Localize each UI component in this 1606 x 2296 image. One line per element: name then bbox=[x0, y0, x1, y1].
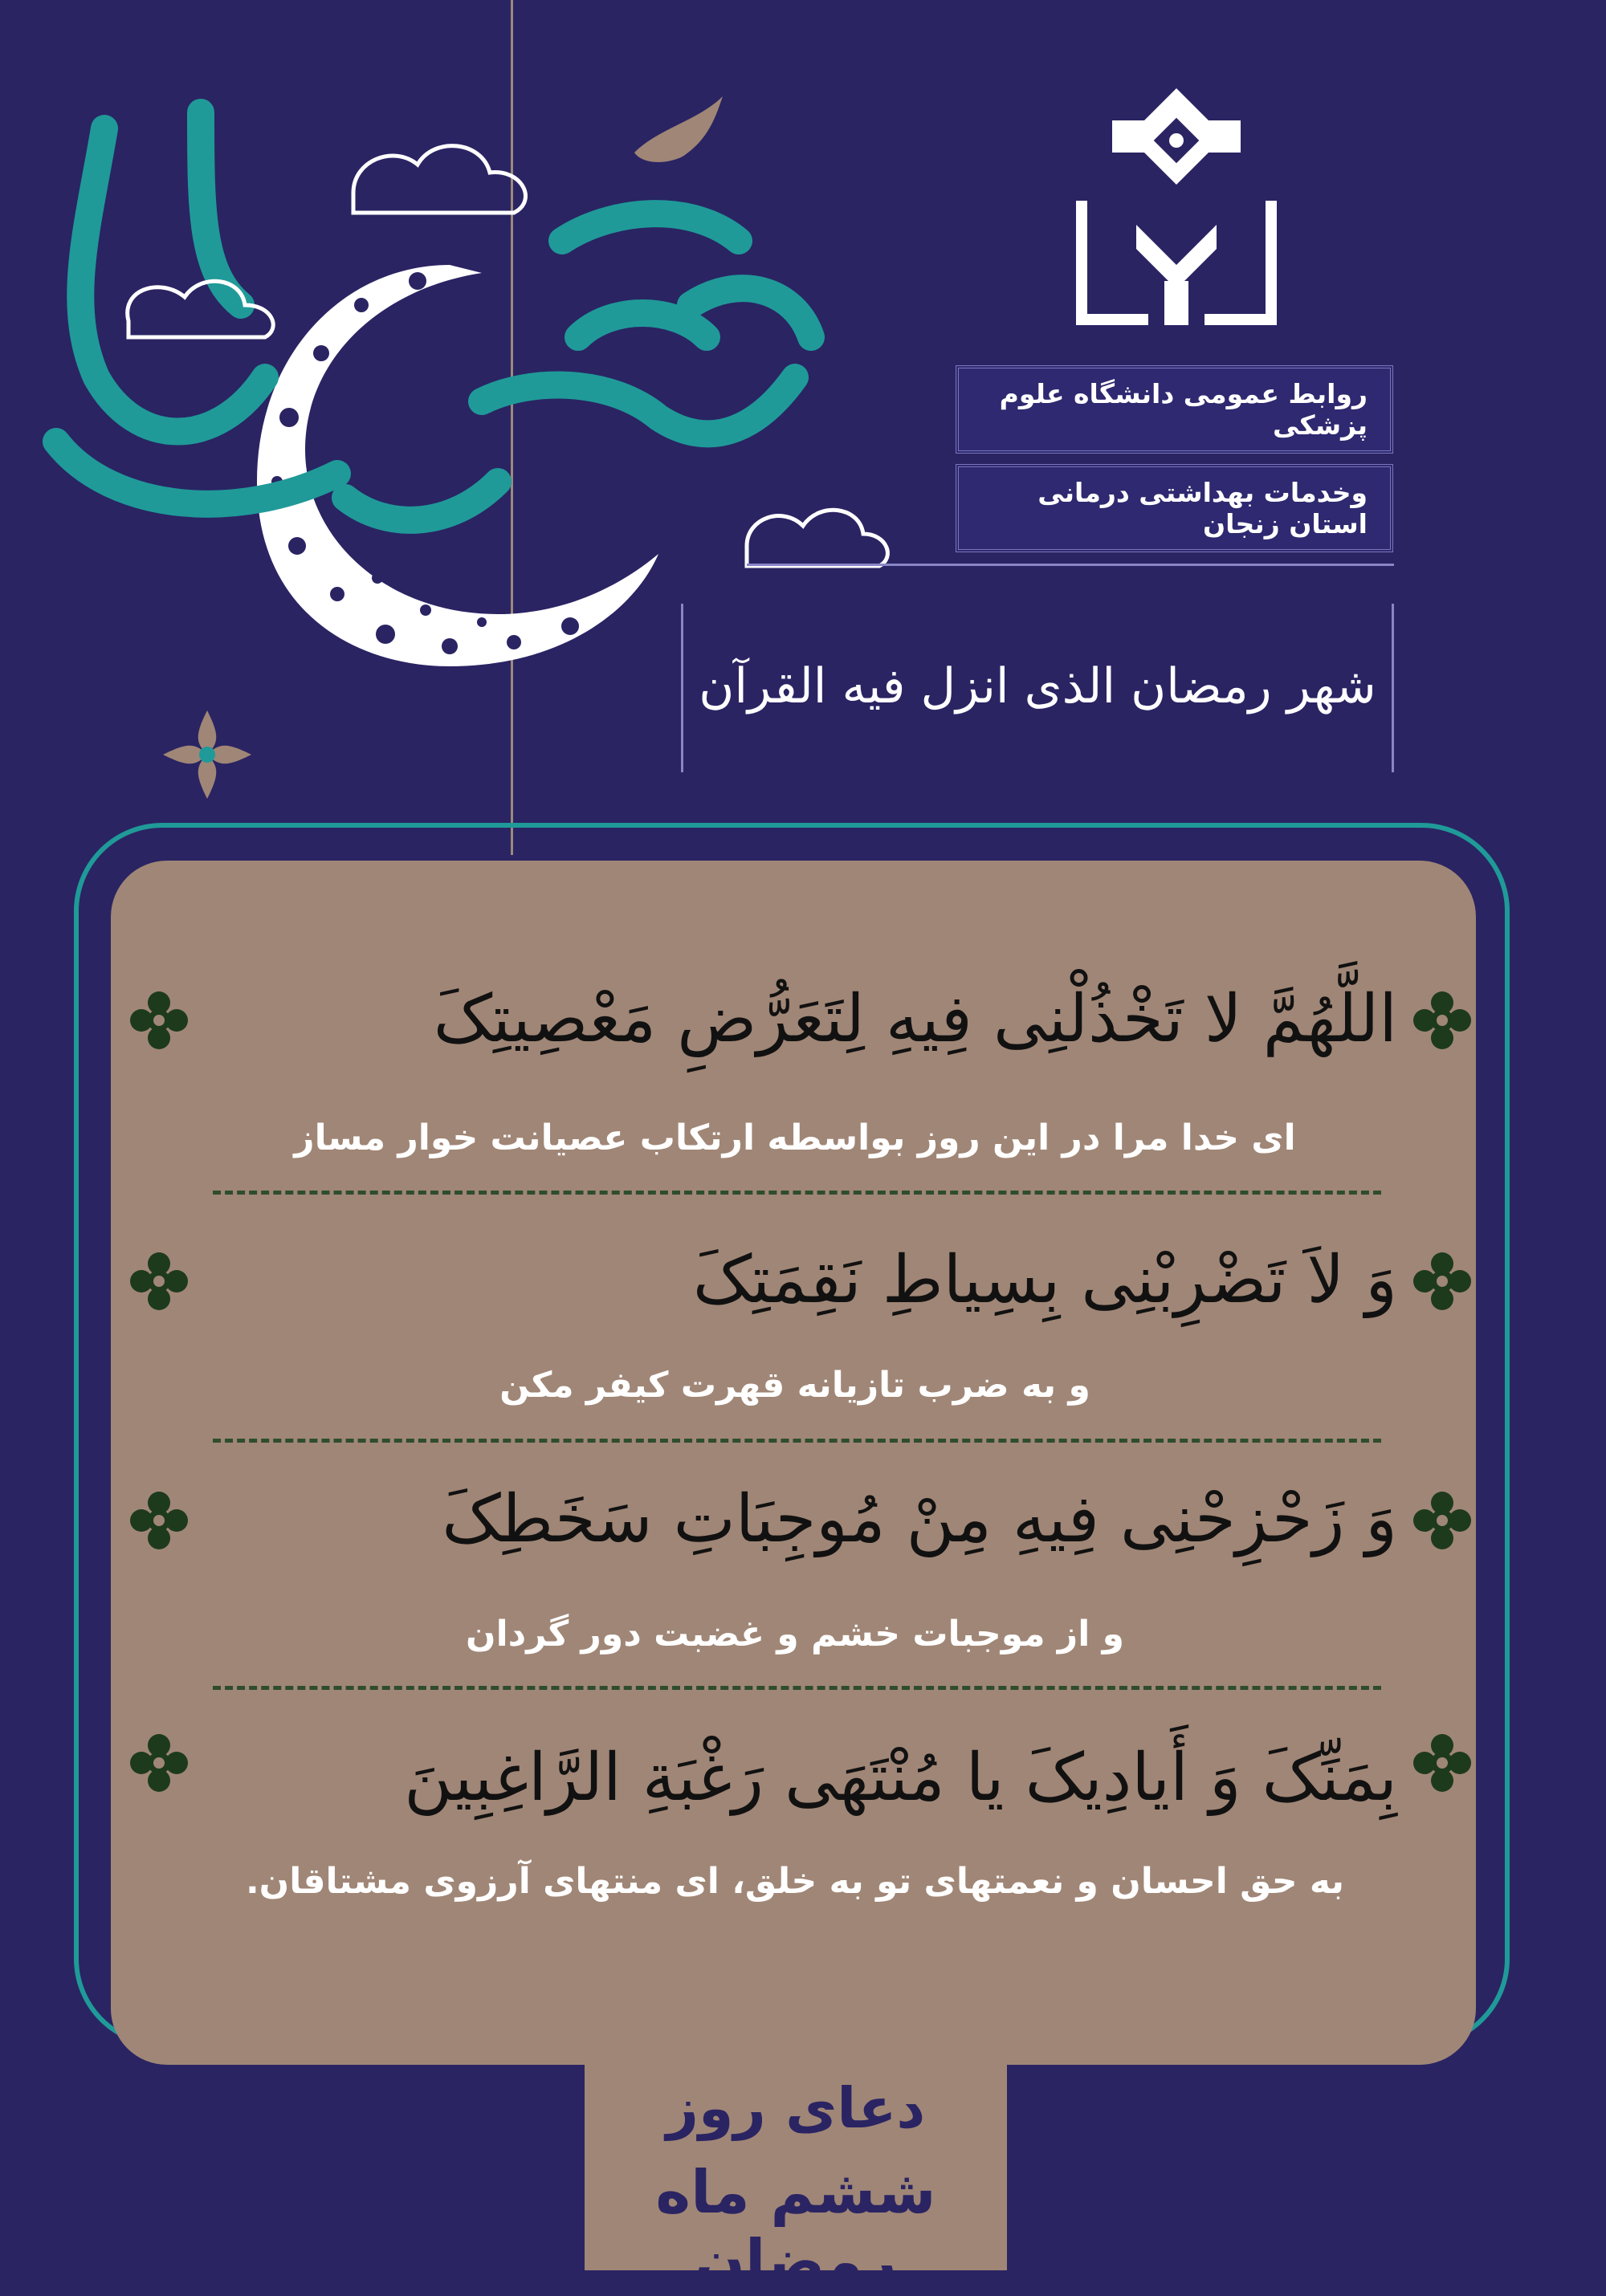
dua-divider bbox=[213, 1439, 1381, 1443]
hanging-ornament-icon bbox=[159, 706, 255, 803]
org-name-line-1: روابط عمومی دانشگاه علوم پزشکی bbox=[999, 378, 1368, 441]
dua-divider bbox=[213, 1191, 1381, 1195]
flower-bullet-icon bbox=[1413, 1734, 1471, 1792]
flower-bullet-icon bbox=[1413, 1492, 1471, 1549]
flower-bullet-icon bbox=[130, 1734, 188, 1792]
dua-persian-4: به حق احسان و نعمتهای تو به خلق، ای منتهای آرزوی مشتاقان. bbox=[245, 1861, 1345, 1902]
flower-bullet-icon bbox=[1413, 1252, 1471, 1310]
bird-icon bbox=[634, 96, 723, 162]
flower-bullet-icon bbox=[130, 1252, 188, 1310]
dua-persian-1: ای خدا مرا در این روز بواسطه ارتکاب عصیانت خوار مساز bbox=[294, 1117, 1296, 1158]
dua-arabic-4: بِمَنِّکَ وَ أَیادِیکَ یا مُنْتَهَی رَغْبَةِ الرَّاغِبِینَ bbox=[404, 1740, 1397, 1816]
org-name-box-1 bbox=[956, 365, 1393, 454]
dua-arabic-2: وَ لاَ تَضْرِبْنِی بِسِیاطِ نَقِمَتِکَ bbox=[692, 1242, 1397, 1318]
dua-divider bbox=[213, 1686, 1381, 1690]
dua-arabic-3: وَ زَحْزِحْنِی فِیهِ مِنْ مُوجِبَاتِ سَخَطِکَ bbox=[442, 1481, 1397, 1557]
flower-bullet-icon bbox=[130, 1492, 188, 1549]
title-line-1: دعای روز bbox=[666, 2075, 926, 2141]
dua-persian-3: و از موجبات خشم و غضبت دور گردان bbox=[466, 1614, 1124, 1655]
org-name-line-2: وخدمات بهداشتی درمانی استان زنجان bbox=[1037, 477, 1368, 539]
flower-bullet-icon bbox=[1413, 991, 1471, 1049]
dua-persian-2: و به ضرب تازیانه قهرت کیفر مکن bbox=[499, 1365, 1090, 1406]
quran-verse: شهر رمضان الذی انزل فیه القرآن bbox=[699, 658, 1376, 714]
dua-arabic-1: اللَّهُمَّ لا تَخْذُلْنِی فِیهِ لِتَعَرُّضِ مَعْصِیتِکَ bbox=[433, 981, 1397, 1057]
header-divider bbox=[747, 564, 1394, 566]
org-name-box-2 bbox=[956, 464, 1393, 552]
university-logo-icon bbox=[1060, 80, 1293, 337]
title-line-2: ششم ماه رمضان bbox=[655, 2158, 936, 2296]
flower-bullet-icon bbox=[130, 991, 188, 1049]
calligraphy-strokes bbox=[56, 112, 811, 520]
